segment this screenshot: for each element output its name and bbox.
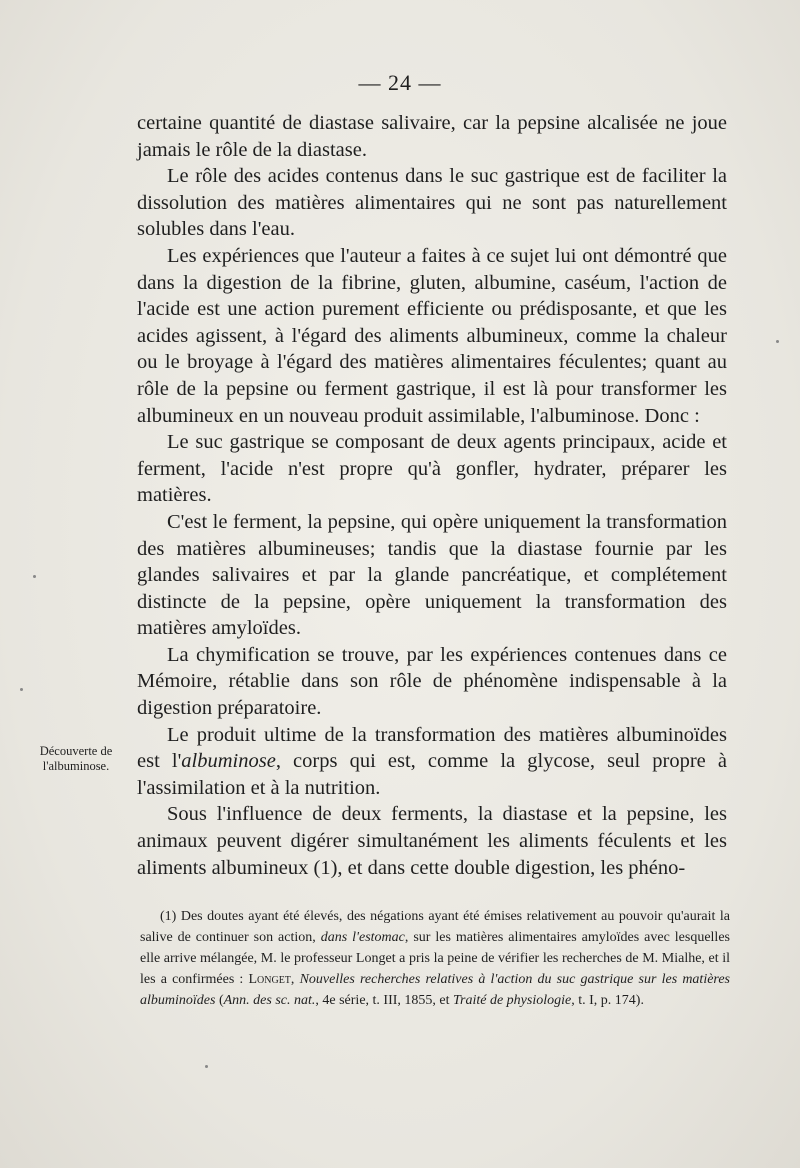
- footnote-italic-journal: Ann. des sc. nat.: [223, 993, 316, 1008]
- footnote-part-3: ,: [290, 972, 300, 987]
- footnote-italic-title: Nouvelles recherches relatives à l'action du suc gastrique sur les matières albuminoïdes: [140, 972, 731, 1008]
- paragraph-7-text-b: , corps qui est, comme la glycose, seul propre à l'assimilation et à la nutrition.: [137, 750, 727, 799]
- footnote-text: [140, 906, 730, 1011]
- footnote-part-5: , 4e série, t. III, 1855, et: [315, 993, 454, 1008]
- paragraph-6: La chymification se trouve, par les expériences contenues dans ce Mémoire, rétablie dans son rôle de phénomène indispensable à la digestion préparatoire.: [137, 643, 727, 720]
- footnote-part-1: (1) Des doutes ayant été élevés, des négations ayant été émises relativement au pouvoir qu'aurait la salive de continuer son action,: [140, 909, 730, 945]
- paragraph-7-text-a: Le produit ultime de la transformation des matières albuminoïdes est l': [137, 723, 727, 773]
- body-text: [137, 110, 727, 881]
- footnote-part-4: (: [215, 993, 224, 1008]
- paragraph-8: Sous l'influence de deux ferments, la diastase et la pepsine, les animaux peuvent digérer simultanément les aliments féculents et les aliments albumineux (1), et dans cette double digestion, les phéno-: [137, 803, 727, 879]
- footnote-italic-book: Traité de physiologie: [453, 993, 572, 1008]
- paragraph-1: certaine quantité de diastase salivaire, car la pepsine alcalisée ne joue jamais le rôle de la diastase.: [137, 112, 727, 161]
- margin-note: Découverte de l'albuminose.: [39, 744, 113, 773]
- paragraph-4: Le suc gastrique se composant de deux agents principaux, acide et ferment, l'acide n'est propre qu'à gonfler, hydrater, préparer les matières.: [137, 431, 727, 507]
- page-number: — 24 —: [358, 70, 442, 95]
- paper-speck: [205, 1065, 208, 1068]
- paper-speck: [33, 575, 36, 578]
- paper-speck: [776, 340, 779, 343]
- footnote-author: Longet: [248, 972, 291, 987]
- footnote: [140, 906, 730, 1011]
- paragraph-5: C'est le ferment, la pepsine, qui opère uniquement la transformation des matières albumineuses; tandis que la diastase fournie par les glandes salivaires et par la glande pancréatique, et complétement distincte de la pepsine, opère uniquement la transformation des matières amyloïdes.: [137, 510, 727, 640]
- footnote-part-6: , t. I, p. 174).: [571, 993, 644, 1008]
- albuminose-term: albuminose: [181, 750, 276, 773]
- footnote-italic-1: dans l'estomac: [320, 930, 405, 945]
- paper-speck: [20, 688, 23, 691]
- paragraph-2: Le rôle des acides contenus dans le suc gastrique est de faciliter la dissolution des matières alimentaires qui ne sont pas naturellement solubles dans l'eau.: [137, 165, 727, 241]
- paragraph-3: Les expériences que l'auteur a faites à ce sujet lui ont démontré que dans la digestion de la fibrine, gluten, albumine, caséum, l'action de l'acide est une action purement efficiente ou prédisposante, et que les acides agissent, à l'égard des aliments albumineux, comme la chaleur ou le broyage à l'égard des matières alimentaires féculentes; quant au rôle de la pepsine ou ferment gastrique, il est là pour transformer les albumineux en un nouveau produit assimilable, l'albuminose. Donc :: [137, 244, 727, 427]
- footnote-part-2: , sur les matières alimentaires amyloïdes avec lesquelles elle arrive mélangée, M. le professeur Longet a pris la peine de vérifier les recherches de M. Mialhe, et il les a confirmées :: [140, 930, 730, 987]
- paragraph-7: [137, 722, 727, 802]
